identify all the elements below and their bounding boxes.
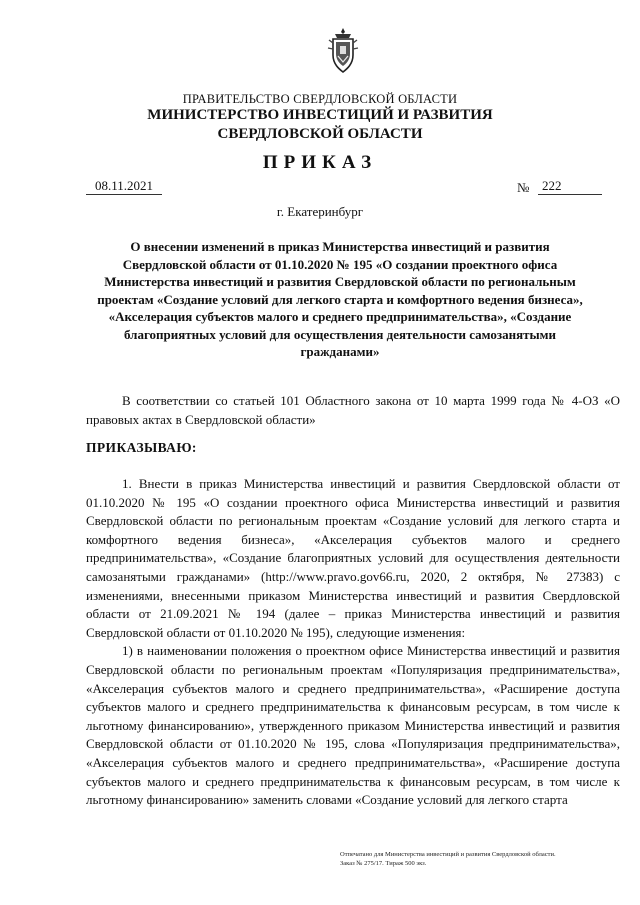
footer-line1: Отпечатано для Министерства инвестиций и развития Свердловской области. bbox=[340, 851, 556, 858]
coat-of-arms-icon bbox=[326, 26, 360, 74]
print-footer bbox=[340, 850, 632, 868]
footer-line2: Заказ № 275/17. Тираж 500 экз. bbox=[340, 860, 427, 867]
ministry-name-line2: СВЕРДЛОВСКОЙ ОБЛАСТИ bbox=[217, 126, 423, 142]
ministry-name-line1: МИНИСТЕРСТВО ИНВЕСТИЦИЙ И РАЗВИТИЯ bbox=[147, 107, 493, 123]
document-type: ПРИКАЗ bbox=[262, 152, 378, 173]
document-city: г. Екатеринбург bbox=[276, 204, 364, 219]
number-label: № bbox=[517, 180, 530, 195]
order-body bbox=[86, 475, 620, 810]
government-name: ПРАВИТЕЛЬСТВО СВЕРДЛОВСКОЙ ОБЛАСТИ bbox=[182, 92, 458, 106]
paragraph-1: 1. Внести в приказ Министерства инвестиций и развития Свердловской области от 01.10.2020 № 195 «О создании проектного офиса Министерства инвестиций и развития Свердловской области по региональным проектам «Создание условий для легкого старта и комфортного ведения бизнеса», «Акселерация субъектов малого и среднего предпринимательства», «Создание благоприятных условий для осуществления деятельности самозанятыми гражданами» (http://www.pravo.gov66.ru, 2020, 2 октября, № 27383) с изменениями, внесенными приказом Министерства инвестиций и развития Свердловской области от 21.09.2021 № 194 (далее – приказ Министерства инвестиций и развития Свердловской области от 01.10.2020 № 195), следующие изменения: bbox=[86, 476, 620, 640]
document-number: 222 bbox=[538, 178, 602, 195]
paragraph-2: 1) в наименовании положения о проектном офисе Министерства инвестиций и развития Свердловской области по региональным проектам «Популяризация предпринимательства», «Акселерация субъектов малого и среднего предпринимательства», «Расширение доступа субъектов малого и среднего предпринимательства к финансовым ресурсам, в том числе к льготному финансированию», утвержденного приказом Министерства инвестиций и развития Свердловской области от 01.10.2020 № 195, слова «Популяризация предпринимательства», «Акселерация субъектов малого и среднего предпринимательства», «Расширение доступа субъектов малого и среднего предпринимательства к финансовым ресурсам, в том числе к льготному финансированию» заменить словами «Создание условий для легкого старта bbox=[86, 643, 620, 808]
order-heading: ПРИКАЗЫВАЮ: bbox=[86, 440, 197, 455]
document-title: О внесении изменений в приказ Министерства инвестиций и развития Свердловской области от 01.10.2020 № 195 «О создании проектного офиса Министерства инвестиций и развития Свердловской области по региональным проектам «Создание условий для легкого старта и комфортного ведения бизнеса», «Акселерация субъектов малого и среднего предпринимательства», «Создание благоприятных условий для осуществления деятельности самозанятыми гражданами» bbox=[97, 239, 583, 359]
document-date: 08.11.2021 bbox=[86, 178, 162, 195]
preamble: В соответствии со статьей 101 Областного закона от 10 марта 1999 года № 4-ОЗ «О правовых актах в Свердловской области» bbox=[86, 393, 620, 427]
